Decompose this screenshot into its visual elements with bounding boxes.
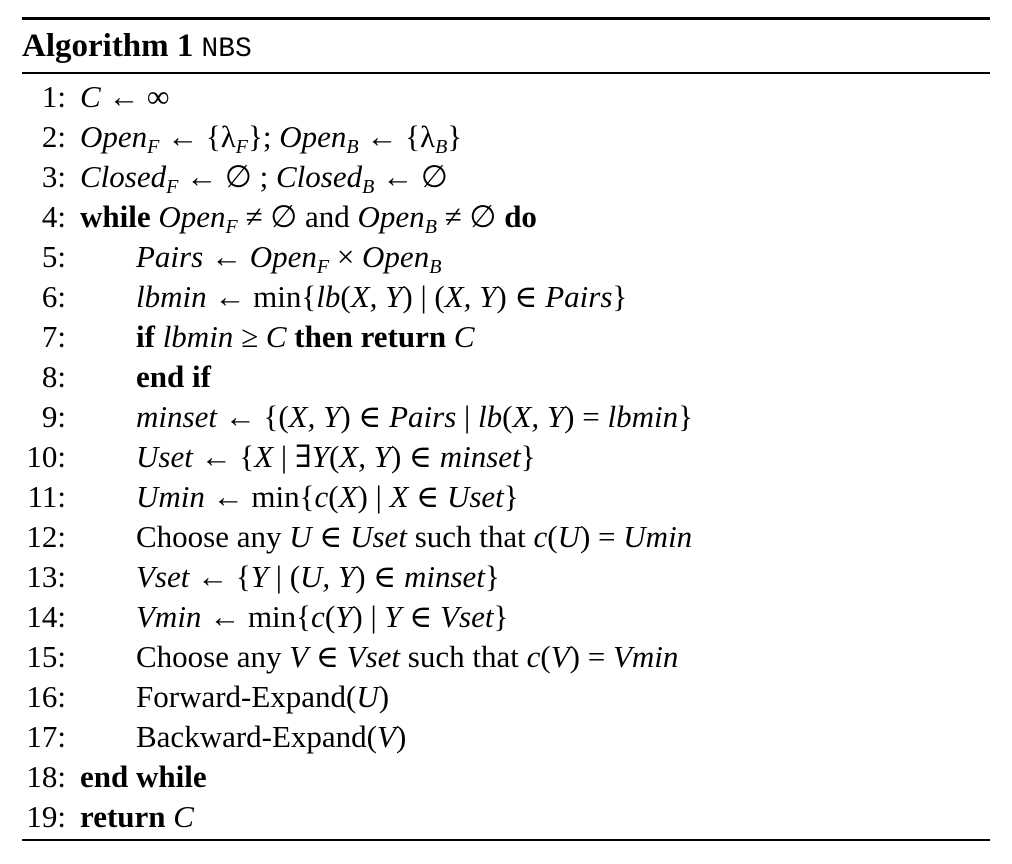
subscript: B xyxy=(362,176,375,198)
math-text: V xyxy=(550,639,570,674)
math-text: V xyxy=(377,719,396,754)
top-rule xyxy=(22,17,990,20)
math-text: U, Y xyxy=(300,559,356,594)
keyword: end if xyxy=(136,359,211,394)
math-text: Y xyxy=(384,599,402,634)
text: ∈ xyxy=(401,599,441,634)
math-text: lb xyxy=(478,399,503,434)
text: ) xyxy=(395,719,407,754)
math-text: X xyxy=(389,479,409,514)
subscript: B xyxy=(435,136,448,158)
text: such that xyxy=(406,519,534,554)
text: ≠ ∅ xyxy=(436,199,505,234)
text: ) | xyxy=(357,479,390,514)
algorithm-title: Algorithm 1 xyxy=(22,28,194,64)
text: ( xyxy=(340,279,351,314)
text: ) ∈ xyxy=(340,399,390,434)
text: ← xyxy=(203,239,250,274)
math-text: Uset xyxy=(350,519,407,554)
subscript: B xyxy=(346,136,359,158)
math-text: X, Y xyxy=(350,279,403,314)
math-text: minset xyxy=(136,399,217,434)
line-number: 6: xyxy=(41,279,66,314)
math-text: Closed xyxy=(275,159,363,194)
text: ← min{ xyxy=(206,279,317,314)
text: ∈ xyxy=(308,639,347,674)
text: ← ∅ xyxy=(374,159,448,194)
text: ( xyxy=(540,639,551,674)
text: Forward-Expand( xyxy=(136,679,357,714)
text: | xyxy=(456,399,479,434)
math-text: Open xyxy=(279,119,347,154)
line-number: 16: xyxy=(26,679,66,714)
math-text: C xyxy=(265,319,287,354)
line-code xyxy=(136,597,508,637)
math-text: c xyxy=(311,599,325,634)
text: ) = xyxy=(569,639,613,674)
text: ) ∈ xyxy=(496,279,546,314)
text: ← min{ xyxy=(201,599,312,634)
line-number: 12: xyxy=(26,519,66,554)
text: such that xyxy=(400,639,527,674)
line-number: 4: xyxy=(41,199,66,234)
text: } xyxy=(503,479,519,514)
line-number: 19: xyxy=(26,799,66,834)
text xyxy=(155,319,163,354)
math-text: lbmin xyxy=(607,399,679,434)
math-text: C xyxy=(453,319,475,354)
keyword: if xyxy=(136,319,155,354)
text: ( xyxy=(324,599,336,634)
line-number: 3: xyxy=(41,159,66,194)
math-text: Vset xyxy=(346,639,401,674)
line-number: 9: xyxy=(41,399,66,434)
keyword: return xyxy=(80,799,166,834)
text: } xyxy=(520,439,536,474)
subscript: B xyxy=(429,256,442,278)
math-text: Vmin xyxy=(612,639,679,674)
text: } xyxy=(447,119,463,154)
text: ( xyxy=(328,439,340,474)
subscript: F xyxy=(166,176,179,198)
header-rule xyxy=(22,72,990,74)
math-text: Uset xyxy=(446,479,504,514)
math-text: V xyxy=(289,639,309,674)
text: } xyxy=(493,599,509,634)
math-text: Pairs xyxy=(389,399,457,434)
line-code xyxy=(136,477,519,517)
subscript: F xyxy=(225,216,238,238)
text: Choose any xyxy=(136,639,290,674)
subscript: F xyxy=(235,136,249,158)
math-text: X, Y xyxy=(288,399,341,434)
text: ( xyxy=(502,399,513,434)
math-text: U xyxy=(557,519,580,554)
text: ← min{ xyxy=(204,479,315,514)
line-code xyxy=(136,717,406,757)
math-text: c xyxy=(314,479,329,514)
line-code xyxy=(136,437,536,477)
math-text: Y xyxy=(250,559,269,594)
math-text: Vset xyxy=(440,599,494,634)
text: ( xyxy=(328,479,339,514)
line-number: 1: xyxy=(41,79,66,114)
line-number: 2: xyxy=(41,119,66,154)
text: ← {( xyxy=(216,399,289,434)
math-text: Y xyxy=(311,439,329,474)
text: × xyxy=(329,239,363,274)
math-text: minset xyxy=(403,559,485,594)
math-text: C xyxy=(173,799,194,834)
math-text: Vmin xyxy=(136,599,202,634)
math-text: Open xyxy=(362,239,430,274)
line-number: 13: xyxy=(26,559,66,594)
line-code xyxy=(136,317,475,357)
math-text: Closed xyxy=(80,159,167,194)
subscript: F xyxy=(147,136,160,158)
math-text: Y xyxy=(335,599,353,634)
algorithm-name: NBS xyxy=(201,34,252,65)
line-code xyxy=(80,77,169,117)
math-text: Umin xyxy=(136,479,205,514)
math-text: X, Y xyxy=(444,279,497,314)
line-number: 15: xyxy=(26,639,66,674)
text: }; xyxy=(248,119,280,154)
math-text: lb xyxy=(316,279,341,314)
subscript: B xyxy=(424,216,437,238)
text: ) = xyxy=(579,519,624,554)
math-text: minset xyxy=(439,439,521,474)
keyword: while xyxy=(80,199,151,234)
text: ← { xyxy=(189,559,251,594)
keyword: end while xyxy=(80,759,207,794)
line-code xyxy=(136,517,692,557)
keyword: do xyxy=(504,199,537,234)
text: ) | xyxy=(352,599,385,634)
text: } xyxy=(612,279,628,314)
math-text: X, Y xyxy=(339,439,391,474)
math-text: Umin xyxy=(623,519,693,554)
text: ∈ xyxy=(311,519,351,554)
line-code xyxy=(136,677,389,717)
text: ← { xyxy=(192,439,255,474)
math-text: X, Y xyxy=(512,399,565,434)
line-number: 11: xyxy=(27,479,66,514)
text: } xyxy=(484,559,500,594)
bottom-rule xyxy=(22,839,990,841)
text: ) = xyxy=(564,399,608,434)
line-code xyxy=(80,797,194,837)
text: } xyxy=(678,399,693,434)
line-code xyxy=(136,357,211,397)
line-code xyxy=(136,637,678,677)
math-text: C ← ∞ xyxy=(80,79,170,114)
line-code xyxy=(136,277,627,317)
math-text: c xyxy=(533,519,548,554)
line-code xyxy=(136,557,500,597)
keyword: then return xyxy=(294,319,447,354)
math-text: U xyxy=(356,679,379,714)
text: ≠ ∅ and xyxy=(237,199,358,234)
text: ≥ xyxy=(233,319,266,354)
math-text: Uset xyxy=(136,439,193,474)
text: Choose any xyxy=(136,519,290,554)
math-text: lbmin xyxy=(162,319,234,354)
text: Backward-Expand( xyxy=(136,719,378,754)
math-text: Pairs xyxy=(136,239,204,274)
math-text: X xyxy=(338,479,358,514)
subscript: F xyxy=(316,256,330,278)
line-code xyxy=(136,397,693,437)
math-text: Vset xyxy=(136,559,190,594)
text: ← ∅ ; xyxy=(178,159,276,194)
line-number: 18: xyxy=(26,759,66,794)
text: ∈ xyxy=(408,479,447,514)
algorithm-header xyxy=(22,24,252,68)
text: ) | ( xyxy=(402,279,445,314)
text: ) ∈ xyxy=(355,559,404,594)
text: ( xyxy=(547,519,558,554)
math-text: Open xyxy=(357,199,425,234)
math-text: Open xyxy=(158,199,226,234)
line-number: 17: xyxy=(26,719,66,754)
text: ) xyxy=(378,679,390,714)
math-text: Pairs xyxy=(545,279,613,314)
line-number: 8: xyxy=(41,359,66,394)
text: ← {λ xyxy=(358,119,436,154)
line-number: 7: xyxy=(41,319,66,354)
text: ← {λ xyxy=(159,119,236,154)
math-text: Open xyxy=(249,239,317,274)
math-text: lbmin xyxy=(136,279,207,314)
text: ) ∈ xyxy=(390,439,440,474)
math-text: c xyxy=(526,639,541,674)
line-number: 10: xyxy=(26,439,66,474)
line-number: 5: xyxy=(41,239,66,274)
text xyxy=(446,319,454,354)
line-code xyxy=(80,757,207,797)
math-text: Open xyxy=(80,119,148,154)
math-text: U xyxy=(289,519,312,554)
text: | ∃ xyxy=(273,439,312,474)
math-text: X xyxy=(254,439,274,474)
line-number: 14: xyxy=(26,599,66,634)
text: | ( xyxy=(268,559,301,594)
